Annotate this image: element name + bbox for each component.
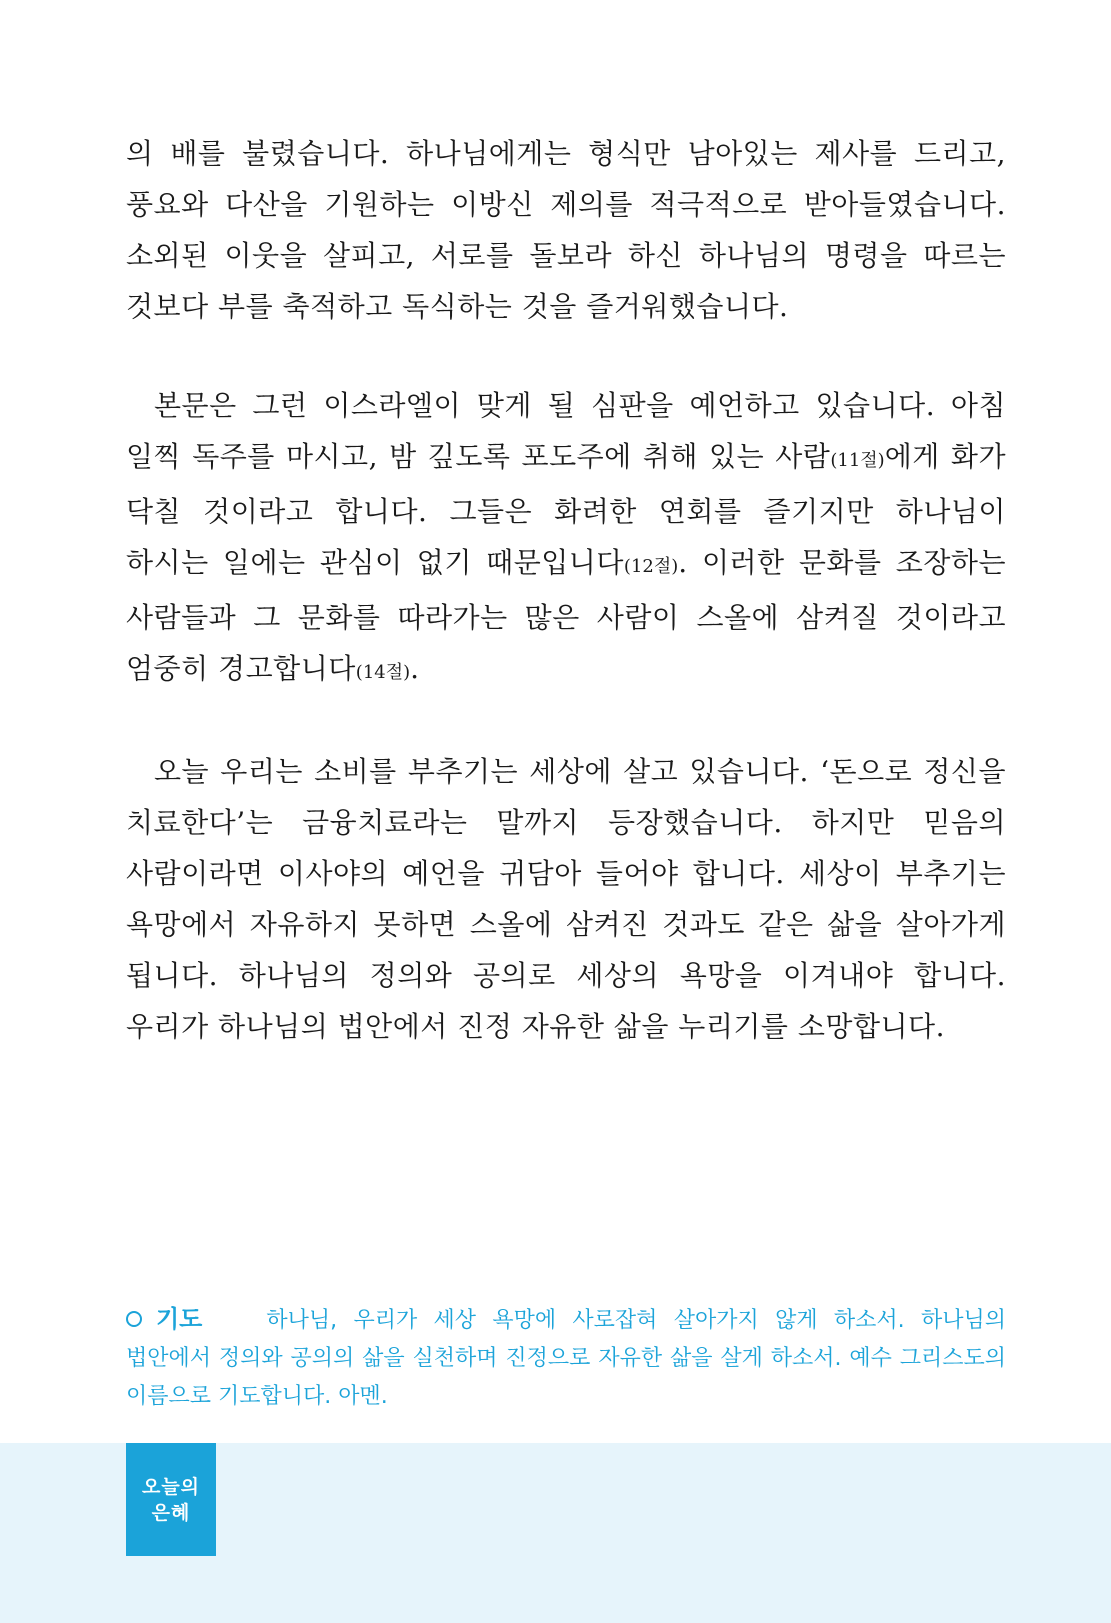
grace-badge-line-2: 은혜 xyxy=(151,1501,191,1524)
verse-reference: (12절) xyxy=(623,556,679,577)
page-body xyxy=(126,128,1006,1052)
paragraph-2-text-1: 본문은 그런 이스라엘이 맞게 될 심판을 예언하고 있습니다. 아침 일찍 독주를 마시고, 밤 깊도록 포도주에 취해 있는 사람 xyxy=(126,389,1006,473)
prayer-label: 기도 xyxy=(156,1305,203,1333)
prayer-text: 하나님, 우리가 세상 욕망에 사로잡혀 살아가지 않게 하소서. 하나님의 법안에서 정의와 공의의 삶을 실천하며 진정으로 자유한 삶을 살게 하소서. 예수 그리스도의 이름으로 기도합니다. 아멘. xyxy=(126,1308,1006,1409)
paragraph-2-text-3: . 이러한 문화를 조장하는 사람들과 그 문화를 따라가는 많은 사람이 스올에 삼켜질 것이라고 엄중히 경고합니다 xyxy=(126,546,1007,685)
paragraph-2-text-4: . xyxy=(410,652,420,685)
body-paragraph-2 xyxy=(126,380,1006,698)
verse-reference: (14절) xyxy=(355,662,411,683)
body-paragraph-3: 오늘 우리는 소비를 부추기는 세상에 살고 있습니다. ‘돈으로 정신을 치료한다’는 금융치료라는 말까지 등장했습니다. 하지만 믿음의 사람이라면 이사야의 예언을 귀담아 들어야 합니다. 세상이 부추기는 욕망에서 자유하지 못하면 스올에 삼켜진 것과도 같은 삶을 살아가게 됩니다. 하나님의 정의와 공의로 세상의 욕망을 이겨내야 합니다. 우리가 하나님의 법안에서 진정 자유한 삶을 누리기를 소망합니다. xyxy=(126,755,1006,1043)
circle-bullet-icon xyxy=(126,1311,142,1327)
grace-badge-line-1: 오늘의 xyxy=(141,1475,201,1498)
paragraph-2-text-2: 에게 화가 닥칠 것이라고 합니다. 그들은 화려한 연회를 즐기지만 하나님이 하시는 일에는 관심이 없기 때문입니다 xyxy=(126,440,1006,579)
verse-reference: (11절) xyxy=(830,450,885,471)
body-paragraph-1: 의 배를 불렸습니다. 하나님에게는 형식만 남아있는 제사를 드리고, 풍요와 다산을 기원하는 이방신 제의를 적극적으로 받아들였습니다. 소외된 이웃을 살피고, 서로를 돌보라 하신 하나님의 명령을 따르는 것보다 부를 축적하고 독식하는 것을 즐거워했습니다. xyxy=(126,137,1006,323)
todays-grace-badge xyxy=(126,1443,216,1556)
prayer-section xyxy=(126,1300,1006,1416)
